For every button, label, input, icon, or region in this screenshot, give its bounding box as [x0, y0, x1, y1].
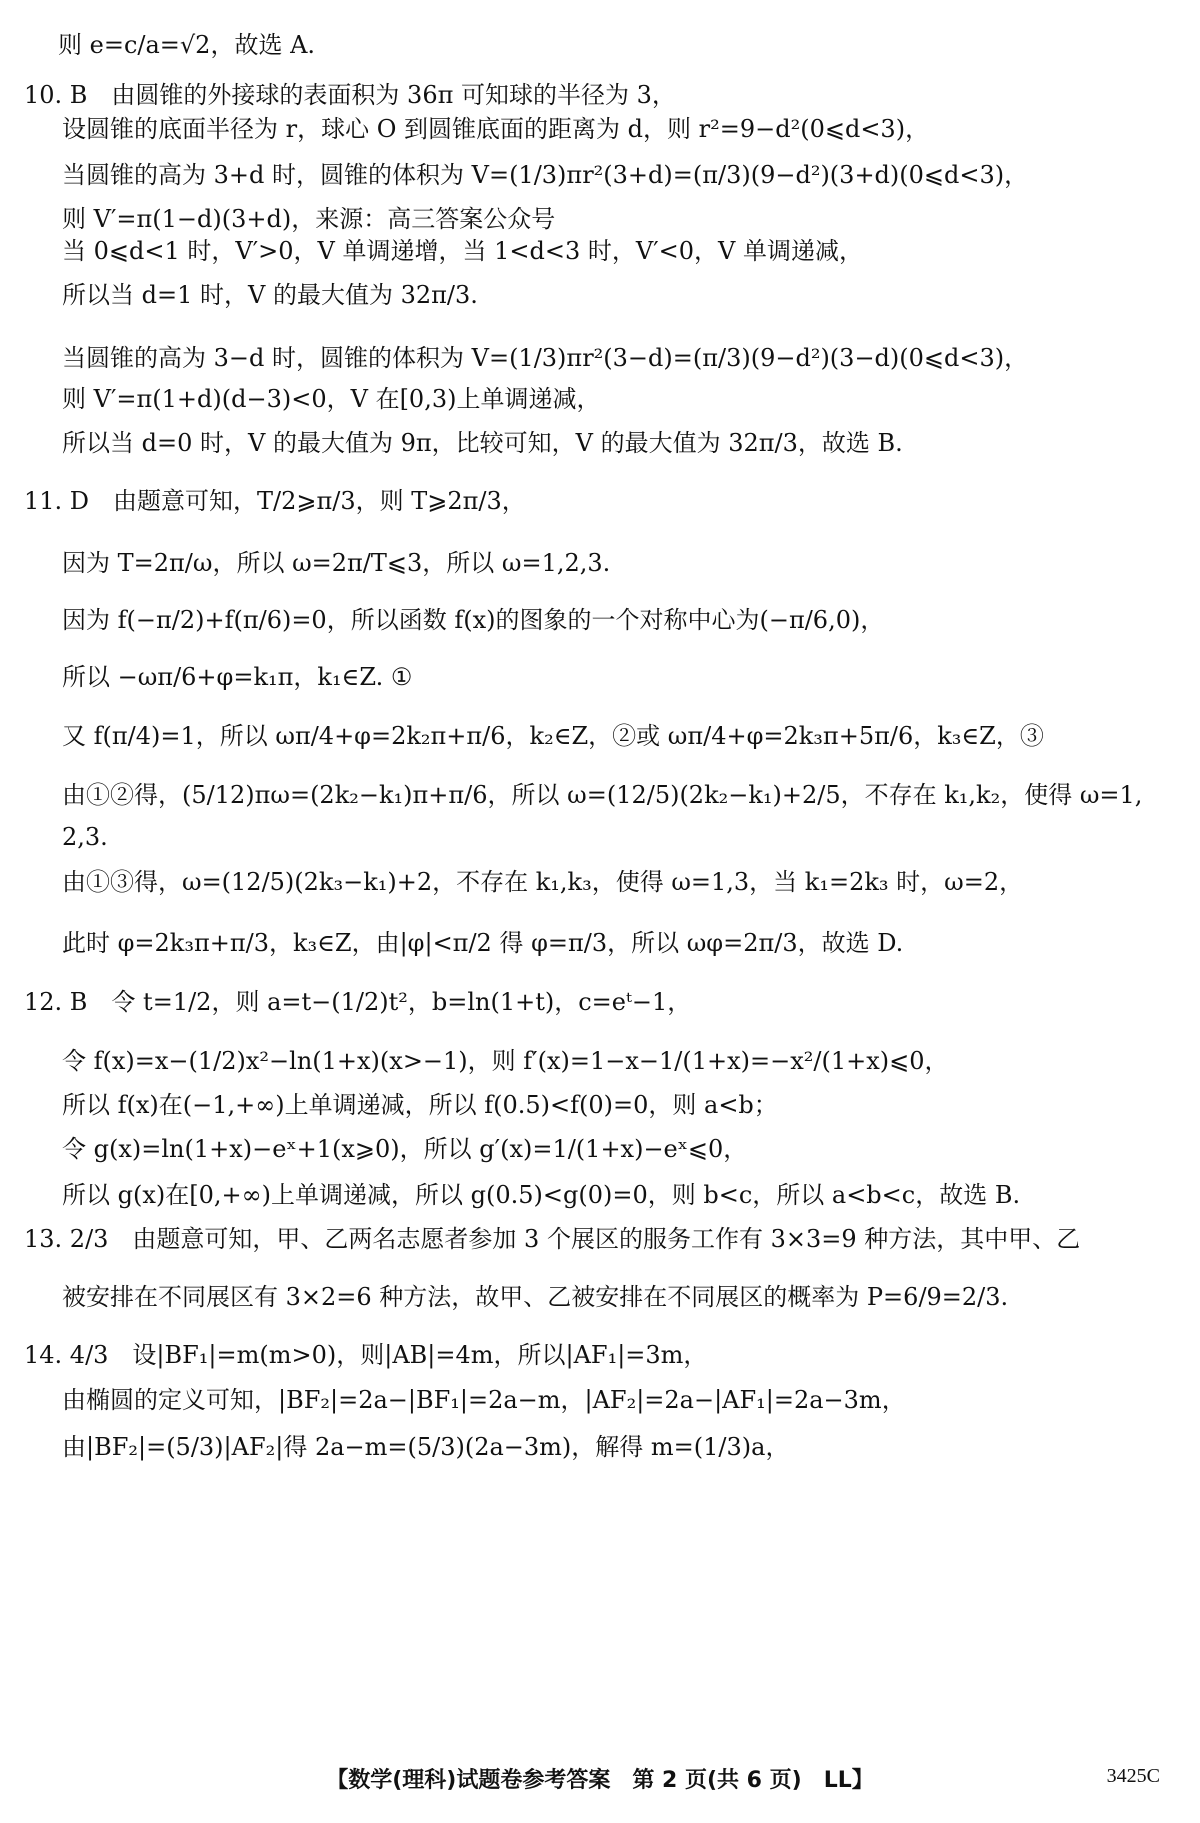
solution-line: 2,3. [62, 823, 108, 851]
solution-line: 所以 −ωπ/6+φ=k₁π，k₁∈Z. ① [62, 663, 413, 691]
solution-line: 由①③得，ω=(12/5)(2k₃−k₁)+2，不存在 k₁,k₃，使得 ω=1,3，当 k₁=2k₃ 时，ω=2， [62, 868, 1024, 896]
solution-line: 被安排在不同展区有 3×2=6 种方法，故甲、乙被安排在不同展区的概率为 P=6/9=2/3. [62, 1283, 1009, 1311]
solution-line: 当 0⩽d<1 时，V′>0，V 单调递增，当 1<d<3 时，V′<0，V 单调递减， [62, 237, 863, 265]
solution-line: 设圆锥的底面半径为 r，球心 O 到圆锥底面的距离为 d，则 r²=9−d²(0⩽d<3)， [62, 115, 930, 143]
solution-line: 则 V′=π(1−d)(3+d)，来源：高三答案公众号 [62, 205, 556, 233]
solution-line: 令 g(x)=ln(1+x)−eˣ+1(x⩾0)，所以 g′(x)=1/(1+x)−eˣ⩽0， [62, 1135, 748, 1163]
solution-line: 所以当 d=0 时，V 的最大值为 9π，比较可知，V 的最大值为 32π/3，故选 B. [62, 429, 903, 457]
solution-line: 又 f(π/4)=1，所以 ωπ/4+φ=2k₂π+π/6，k₂∈Z，②或 ωπ/4+φ=2k₃π+5π/6，k₃∈Z，③ [62, 722, 1044, 750]
solution-line: 由|BF₂|=(5/3)|AF₂|得 2a−m=(5/3)(2a−3m)，解得 m=(1/3)a， [62, 1433, 790, 1461]
solution-line: 10. B 由圆锥的外接球的表面积为 36π 可知球的半径为 3， [24, 81, 676, 109]
document-code: 3425C [1106, 1765, 1160, 1787]
page-footer: 【数学(理科)试题卷参考答案 第 2 页(共 6 页) LL】 [326, 1768, 874, 1793]
solution-line: 此时 φ=2k₃π+π/3，k₃∈Z，由|φ|<π/2 得 φ=π/3，所以 ωφ=2π/3，故选 D. [62, 929, 904, 957]
solution-line: 则 V′=π(1+d)(d−3)<0，V 在[0,3)上单调递减， [62, 385, 601, 413]
solution-line: 12. B 令 t=1/2，则 a=t−(1/2)t²，b=ln(1+t)，c=eᵗ−1， [24, 988, 692, 1016]
solution-line: 11. D 由题意可知，T/2⩾π/3，则 T⩾2π/3， [24, 487, 526, 515]
solution-line: 14. 4/3 设|BF₁|=m(m>0)，则|AB|=4m，所以|AF₁|=3m， [24, 1341, 708, 1369]
solution-line: 由椭圆的定义可知，|BF₂|=2a−|BF₁|=2a−m，|AF₂|=2a−|AF₁|=2a−3m， [62, 1386, 906, 1414]
solution-line: 因为 f(−π/2)+f(π/6)=0，所以函数 f(x)的图象的一个对称中心为(−π/6,0)， [62, 606, 885, 634]
solution-line: 所以 g(x)在[0,+∞)上单调递减，所以 g(0.5)<g(0)=0，则 b<c，所以 a<b<c，故选 B. [62, 1181, 1021, 1209]
solution-line: 13. 2/3 由题意可知，甲、乙两名志愿者参加 3 个展区的服务工作有 3×3=9 种方法，其中甲、乙 [24, 1225, 1081, 1253]
solution-line: 所以当 d=1 时，V 的最大值为 32π/3. [62, 281, 478, 309]
solution-line: 所以 f(x)在(−1,+∞)上单调递减，所以 f(0.5)<f(0)=0，则 a<b； [62, 1091, 778, 1119]
solution-line: 当圆锥的高为 3−d 时，圆锥的体积为 V=(1/3)πr²(3−d)=(π/3)(9−d²)(3−d)(0⩽d<3)， [62, 344, 1029, 372]
solution-line: 令 f(x)=x−(1/2)x²−ln(1+x)(x>−1)，则 f′(x)=1−x−1/(1+x)=−x²/(1+x)⩽0， [62, 1047, 949, 1075]
solution-line: 当圆锥的高为 3+d 时，圆锥的体积为 V=(1/3)πr²(3+d)=(π/3)(9−d²)(3+d)(0⩽d<3)， [62, 161, 1029, 189]
solution-line: 因为 T=2π/ω，所以 ω=2π/T⩽3，所以 ω=1,2,3. [62, 549, 611, 577]
solution-line: 则 e=c/a=√2，故选 A. [58, 31, 316, 59]
solution-line: 由①②得，(5/12)πω=(2k₂−k₁)π+π/6，所以 ω=(12/5)(2k₂−k₁)+2/5，不存在 k₁,k₂，使得 ω=1, [62, 781, 1143, 809]
